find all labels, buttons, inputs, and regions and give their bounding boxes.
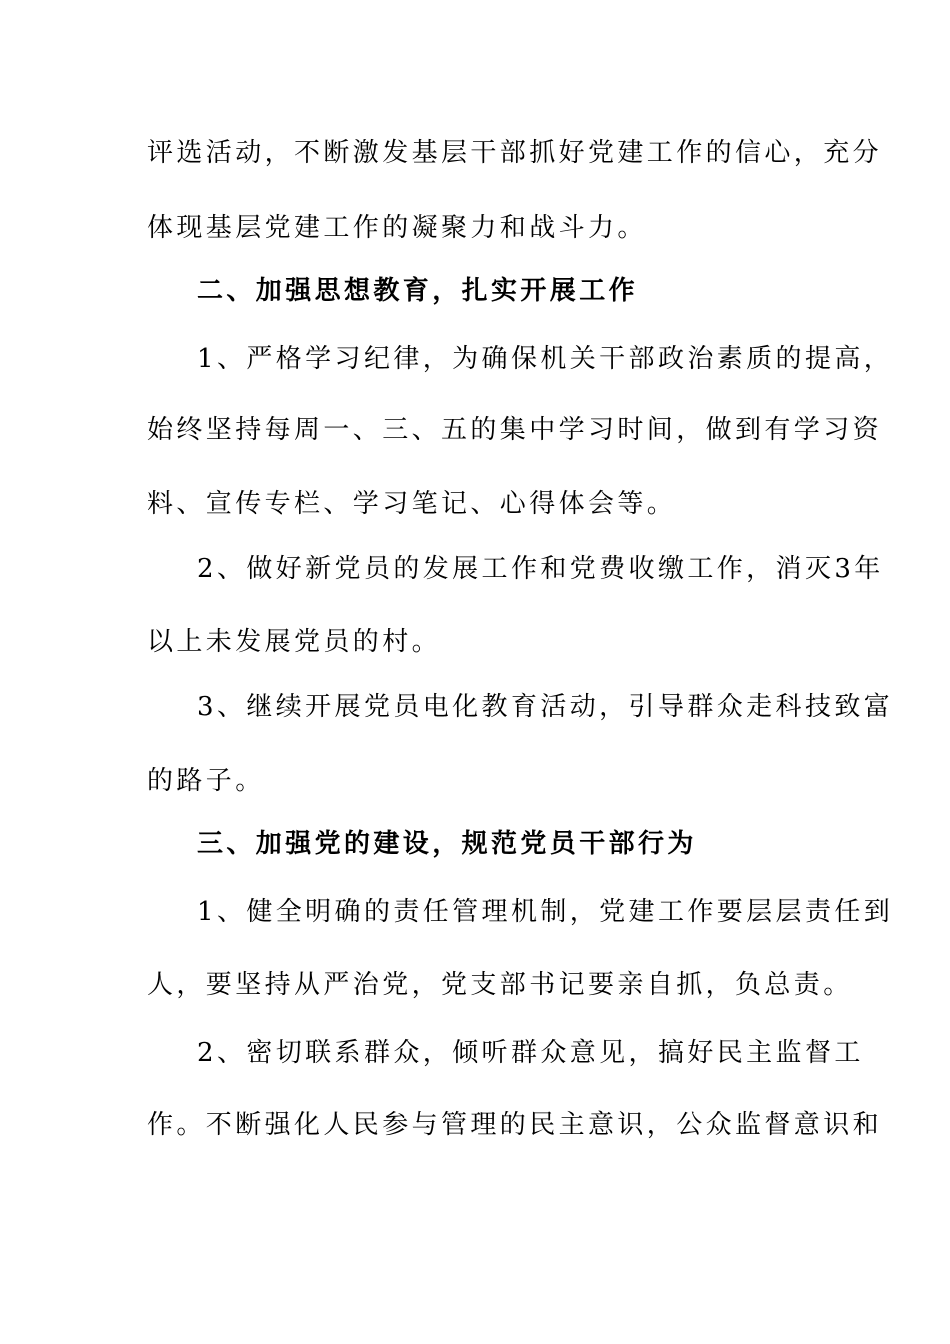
paragraph-line: 2、做好新党员的发展工作和党费收缴工作，消灭3年 <box>197 554 884 584</box>
paragraph-line: 3、继续开展党员电化教育活动，引导群众走科技致富 <box>197 692 894 722</box>
paragraph-line: 作。不断强化人民参与管理的民主意识，公众监督意识和 <box>147 1110 883 1140</box>
paragraph-line: 人，要坚持从严治党，党支部书记要亲自抓，负总责。 <box>147 970 853 1000</box>
paragraph-line: 的路子。 <box>147 766 265 796</box>
paragraph-line: 1、健全明确的责任管理机制，党建工作要层层责任到 <box>197 897 894 927</box>
paragraph-line: 2、密切联系群众，倾听群众意见，搞好民主监督工 <box>197 1038 864 1068</box>
paragraph-line: 评选活动，不断激发基层干部抓好党建工作的信心，充分 <box>147 138 883 168</box>
paragraph-line: 体现基层党建工作的凝聚力和战斗力。 <box>147 213 647 243</box>
paragraph-line: 始终坚持每周一、三、五的集中学习时间，做到有学习资 <box>147 415 883 445</box>
section-heading: 三、加强党的建设，规范党员干部行为 <box>197 829 697 859</box>
paragraph-line: 以上未发展党员的村。 <box>147 627 442 657</box>
section-heading: 二、加强思想教育，扎实开展工作 <box>197 276 639 306</box>
paragraph-line: 料、宣传专栏、学习笔记、心得体会等。 <box>147 489 677 519</box>
paragraph-line: 1、严格学习纪律，为确保机关干部政治素质的提高， <box>197 344 894 374</box>
